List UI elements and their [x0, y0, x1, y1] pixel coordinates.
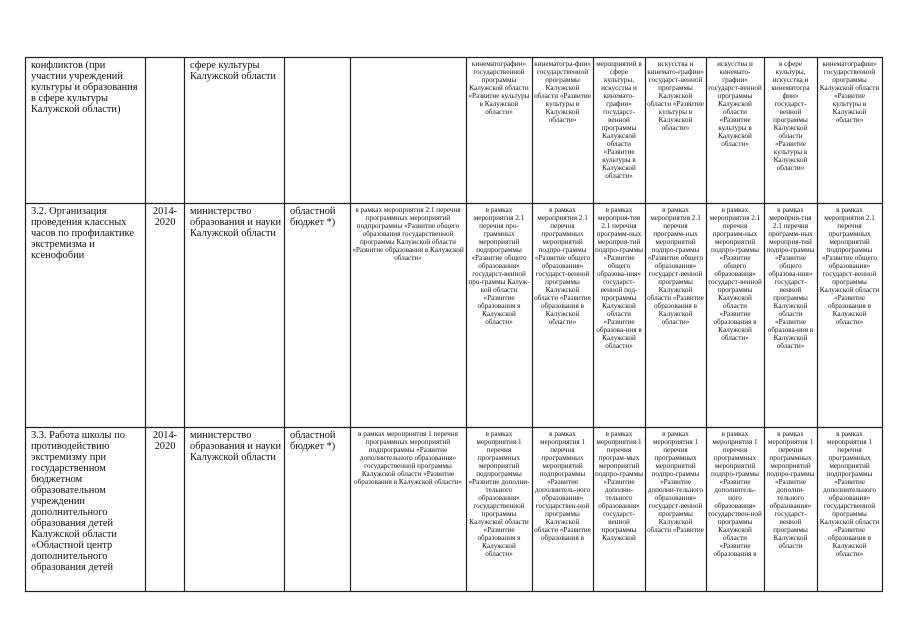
row2-year-cell: в рамках мероприя-тия 2.1 перечня программ-ных мероприя-тий подпро-граммы «Развитие общего образова-ния» государст-венной под-программы Калужской области «Развитие образова-ния в Калужской области» — [595, 206, 643, 350]
row3-year-cell: в рамках мероприятия 1 перечня программных мероприятий подпро-граммы «Развитие дополни-тельного образования» государст-венной программы Калужской области — [766, 430, 815, 550]
row2-executor-cell: министерство образования и науки Калужской области — [190, 206, 282, 239]
row1-source-cell — [290, 60, 348, 202]
row1-year-cell: мероприятий в сфере культуры, искусства и кинемато-графии» государст-венной программы Калужской области «Развитие культуры в Калужской области» — [596, 60, 642, 180]
row3-year-cell: в рамках мероприятия 1 перечня программных мероприятий подпро-граммы «Развитие дополнитель-ного образования» государствен-ной программы Калужской области «Развитие образования в — [708, 430, 762, 558]
row3-year-cell: в рамках мероприятия 1 перечня программных мероприятий подпрограммы «Развитие дополнительного образования» государственной программы Калужской области «Развитие образования в Калужской области» — [354, 430, 462, 486]
row2-year-cell: в рамках мероприятия 2.1 перечня программ-ных мероприятий подпро-граммы «Развитие общего образования» государст-венной программы Калужской области «Развитие образования в Калужской области» — [647, 206, 704, 326]
row2-measure-cell: 3.2. Организация проведения классных часов по профилактике экстремизма и ксенофобии — [31, 206, 134, 261]
row3-year-cell: в рамках мероприятия 1 перечня програм-мых мероприятий подпро-граммы «Развитие дополни-тельного образования» государст-венной программы Калужской — [595, 430, 643, 542]
row2-year-cell: в рамках мероприятия 2.1 перечня программ-ных мероприятий подпро-граммы «Развитие общего образования» государст-венной программы Калужской области «Развитие образования в Калужской области» — [708, 206, 762, 342]
row1-executor-cell: сфере культуры Калужской области — [190, 60, 276, 82]
row2-period-cell: 2014- 2020 — [152, 206, 178, 228]
row2-year-cell: в рамках мероприя-тия 2.1 перечня программ-ных мероприя-тий подпро-граммы «Развитие общего образова-ния» государст-венной программы Калужской области «Развитие образова-ния в Калужской области» — [766, 206, 815, 350]
row2-source-cell: областной бюджет *) — [290, 206, 336, 228]
row3-year-cell: в рамках мероприятия 1 перечня программных мероприятий подпрограммы «Развитие дополни-тельного образования» государственной программы Калужской области «Развитие образования в Калужской области» — [468, 430, 530, 558]
row2-year-cell: в рамках мероприятия 2.1 перечня про-граммных мероприятий подпрограммы «Развитие общего образования» государст-венной про-граммы Калуж-кой области «Развитие образования в Калужской области» — [468, 206, 530, 326]
row1-year-cell: в сфере культуры, искусства и кинематогра фии» государст-венной программы Калужской области «Развитие культуры в Калужской области» — [771, 60, 810, 172]
row1-year-cell: кинематографии» государственной программы Калужской области «Развитие культуры в Калужской области» — [819, 60, 880, 124]
row1-measure-cell: конфликтов (при участии учреждений культуры и образования в сфере культуры Калужской области) — [31, 60, 138, 115]
row1-year-cell — [352, 60, 464, 202]
row3-executor-cell: министерство образования и науки Калужской области — [190, 430, 282, 463]
row1-year-cell: искусства и кинемато-графии» государст-венной программы Калужской области «Развитие культуры в Калужской области» — [647, 60, 704, 132]
row3-year-cell: в рамках мероприятия 1 перечня программных мероприятий подпро-граммы «Развитие дополни-тельного образования» государст-венной программы Калужской области «Развитие — [647, 430, 704, 534]
row2-year-cell: в рамках мероприятия 2.1 перечня программных мероприятий подпрограммы «Развитие общего образования государственной программы Калужской области «Развитие образования в Калужской области» — [352, 206, 464, 262]
row1-year-cell: кинематографии» государственной программы Калужской области «Развитие культуры в Калужской области» — [468, 60, 530, 116]
row2-year-cell: в рамках мероприятия 2.1 перечня программных мероприятий подпро-граммы «Развитие общего образования» государст-венной программы Калужской области «Развитие образования в Калужской области» — [534, 206, 591, 326]
row3-period-cell: 2014- 2020 — [152, 430, 178, 452]
row3-year-cell: в рамках мероприятия 1 перечня программных мероприятий подпрограммы «Развитие дополнительного образования» государственной программы Калужской области «Развитие образования в Калужской области» — [819, 430, 880, 558]
row2-year-cell: в рамках мероприятия 2.1 перечня программных мероприятий подпрограммы «Развитие общего образования» государст-венной программы Калужской области «Развитие образования в Калужской области» — [819, 206, 880, 326]
row3-source-cell: областной бюджет *) — [290, 430, 336, 452]
row3-year-cell: в рамках мероприятия 1 перечня программных мероприятий подпрограммы «Развитие дополнитель-ного образования» государствен-ной программы Калужской области «Развитие образования в — [534, 430, 591, 542]
row1-period-cell — [148, 60, 182, 202]
row3-measure-cell: 3.3. Работа школы по противодействию экстремизму при государственном бюджетном образовательном учреждении дополнительного образования детей Калужской области «Областной центр дополнительного образования детей — [31, 430, 125, 573]
row1-year-cell: кинематогра-фии» государственной программы Калужской области «Развитие культуры в Калужской области» — [534, 60, 591, 124]
row1-year-cell: искусства и кинемато-графии» государст-венной программы Калужской области «Развитие культуры в Калужской области» — [708, 60, 762, 148]
